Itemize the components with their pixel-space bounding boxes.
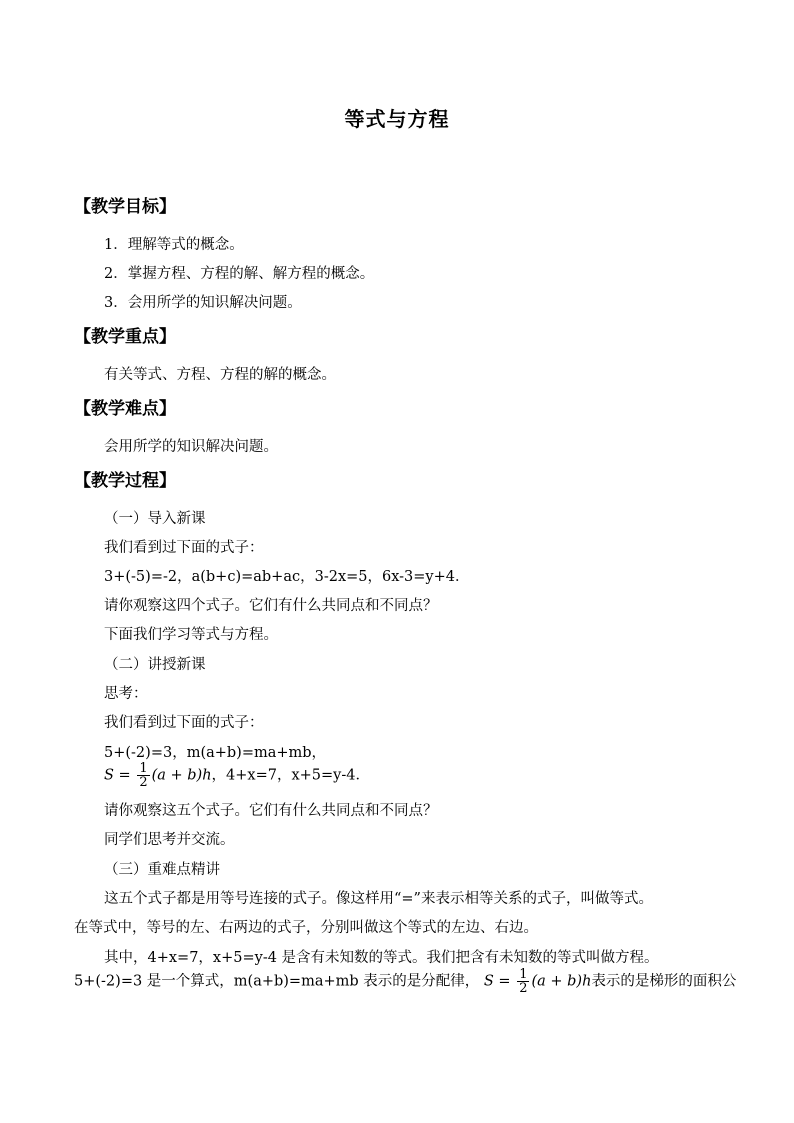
keypoints-text: 有关等式、方程、方程的解的概念。 [104, 367, 336, 383]
heading-difficulties: 【教学难点】 [74, 399, 176, 419]
process-line: （一）导入新课 [104, 511, 206, 527]
goal-item-3: 3．会用所学的知识解决问题。 [104, 295, 302, 311]
process-line: 请你观察这五个式子。它们有什么共同点和不同点？ [104, 803, 438, 819]
goal-item-2: 2．掌握方程、方程的解、解方程的概念。 [104, 266, 375, 282]
heading-process: 【教学过程】 [74, 471, 176, 491]
process-line: （三）重难点精讲 [104, 862, 220, 878]
process-line: 下面我们学习等式与方程。 [104, 627, 278, 643]
process-line: 其中，4+x=7，x+5=y-4 是含有未知数的等式。我们把含有未知数的等式叫做方程。 [104, 950, 659, 966]
difficulties-text: 会用所学的知识解决问题。 [104, 439, 278, 455]
process-line: 同学们思考并交流。 [104, 832, 235, 848]
process-line: 3+(-5)=-2，a(b+c)=ab+ac，3-2x=5，6x-3=y+4． [104, 569, 470, 585]
formula-prefix: S = [104, 767, 131, 784]
formula-expression: (a + b)h [531, 973, 592, 990]
process-line: （二）讲授新课 [104, 657, 206, 673]
fraction-denominator: 2 [139, 775, 148, 790]
process-line: 这五个式子都是用等号连接的式子。像这样用“=”来表示相等关系的式子，叫做等式。 [104, 891, 653, 907]
fraction-numerator: 1 [519, 967, 528, 982]
process-line: 我们看到过下面的式子： [104, 540, 264, 556]
formula-expression: (a + b)h [151, 767, 212, 784]
fraction-denominator: 2 [519, 981, 528, 996]
fraction [137, 762, 149, 789]
process-line: 在等式中，等号的左、右两边的式子，分别叫做这个等式的左边、右边。 [74, 920, 538, 936]
formula-line [104, 762, 370, 789]
formula-rest: ，4+x=7，x+5=y-4． [211, 767, 370, 784]
fraction-numerator: 1 [139, 761, 148, 776]
last-line [74, 968, 736, 995]
last-line-part2: 表示的是梯形的面积公 [591, 973, 737, 990]
process-line: 我们看到过下面的式子： [104, 715, 264, 731]
process-line: 请你观察这四个式子。它们有什么共同点和不同点？ [104, 598, 438, 614]
page-title: 等式与方程 [344, 107, 450, 131]
process-line: 思考： [104, 686, 148, 702]
heading-keypoints: 【教学重点】 [74, 327, 176, 347]
goal-item-1: 1．理解等式的概念。 [104, 237, 244, 253]
formula-prefix: S = [483, 973, 511, 990]
process-line: 5+(-2)=3，m(a+b)=ma+mb， [104, 745, 327, 761]
fraction [517, 968, 529, 995]
last-line-part1: 5+(-2)=3 是一个算式，m(a+b)=ma+mb 表示的是分配律， [74, 973, 480, 990]
heading-goals: 【教学目标】 [74, 197, 176, 217]
